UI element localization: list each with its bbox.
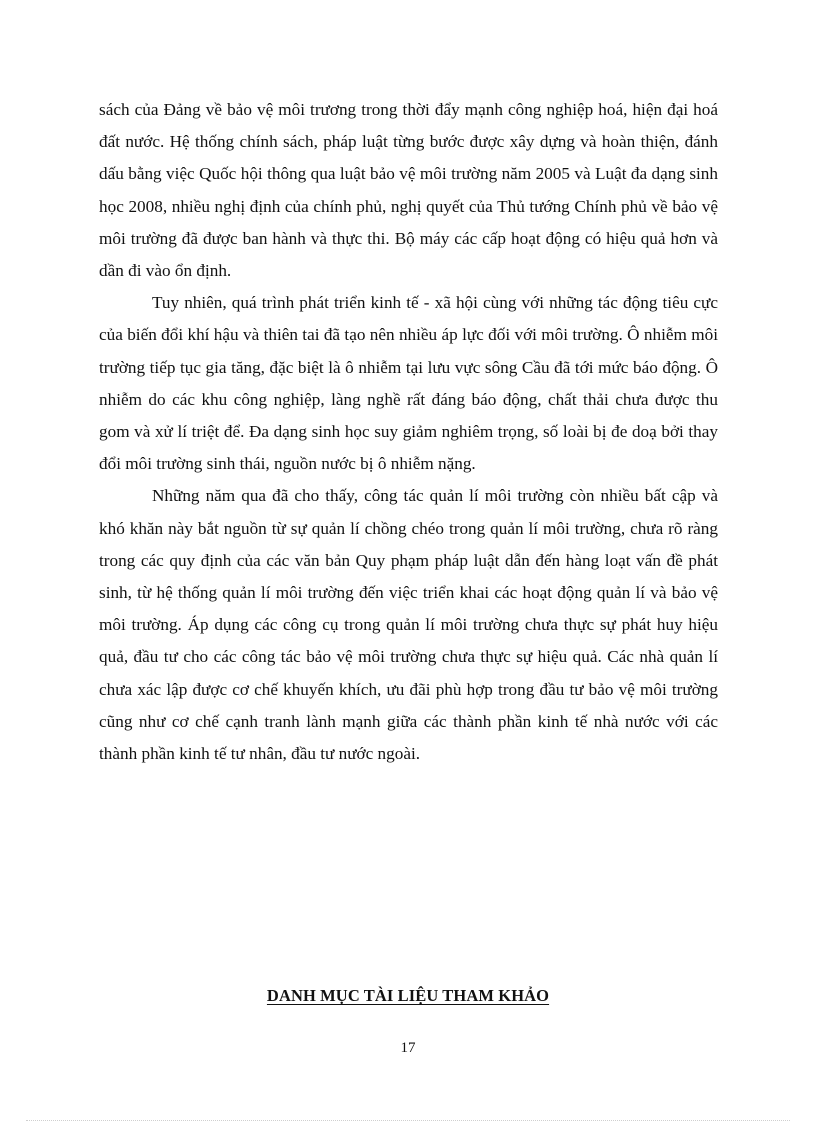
body-text [99, 94, 718, 770]
paragraph-however: Tuy nhiên, quá trình phát triển kinh tế - xã hội cùng với những tác động tiêu cực của biến đổi khí hậu và thiên tai đã tạo nên nhiều áp lực đối với môi trường. Ô nhiễm môi trường tiếp tục gia tăng, đặc biệt là ô nhiễm tại lưu vực sông Cầu đã tới mức báo động. Ô nhiễm do các khu công nghiệp, làng nghề rất đáng báo động, chất thải chưa được thu gom và xử lí triệt để. Đa dạng sinh học suy giảm nghiêm trọng, số loài bị đe doạ bởi thay đổi môi trường sinh thái, nguồn nước bị ô nhiễm nặng. [99, 293, 718, 474]
paragraph-recent-years: Những năm qua đã cho thấy, công tác quản lí môi trường còn nhiều bất cập và khó khăn này bắt nguồn từ sự quản lí chồng chéo trong quản lí môi trường, chưa rõ ràng trong các quy định của các văn bản Quy phạm pháp luật dẫn đến hàng loạt vấn đề phát sinh, từ hệ thống quản lí môi trường đến việc triển khai các hoạt động quản lí và bảo vệ môi trường. Áp dụng các công cụ trong quản lí môi trường chưa thực sự phát huy hiệu quả, đầu tư cho các công tác bảo vệ môi trường chưa thực sự hiệu quả. Các nhà quản lí chưa xác lập được cơ chế khuyến khích, ưu đãi phù hợp trong đầu tư bảo vệ môi trường cũng như cơ chế cạnh tranh lành mạnh giữa các thành phần kinh tế nhà nước với các thành phần kinh tế tư nhân, đầu tư nước ngoài. [99, 486, 718, 764]
page-number: 17 [400, 1040, 416, 1056]
paragraph-continuation: sách của Đảng về bảo vệ môi trương trong thời đẩy mạnh công nghiệp hoá, hiện đại hoá đất nước. Hệ thống chính sách, pháp luật từng bước được xây dựng và hoàn thiện, đánh dấu bằng việc Quốc hội thông qua luật bảo vệ môi trường năm 2005 và Luật đa dạng sinh học 2008, nhiều nghị định của chính phủ, nghị quyết của Thủ tướng Chính phủ về bảo vệ môi trường đã được ban hành và thực thi. Bộ máy các cấp hoạt động có hiệu quả hơn và dần đi vào ổn định. [99, 100, 718, 281]
section-heading: DANH MỤC TÀI LIỆU THAM KHẢO [266, 986, 550, 1005]
page-bottom-divider [26, 1120, 790, 1121]
